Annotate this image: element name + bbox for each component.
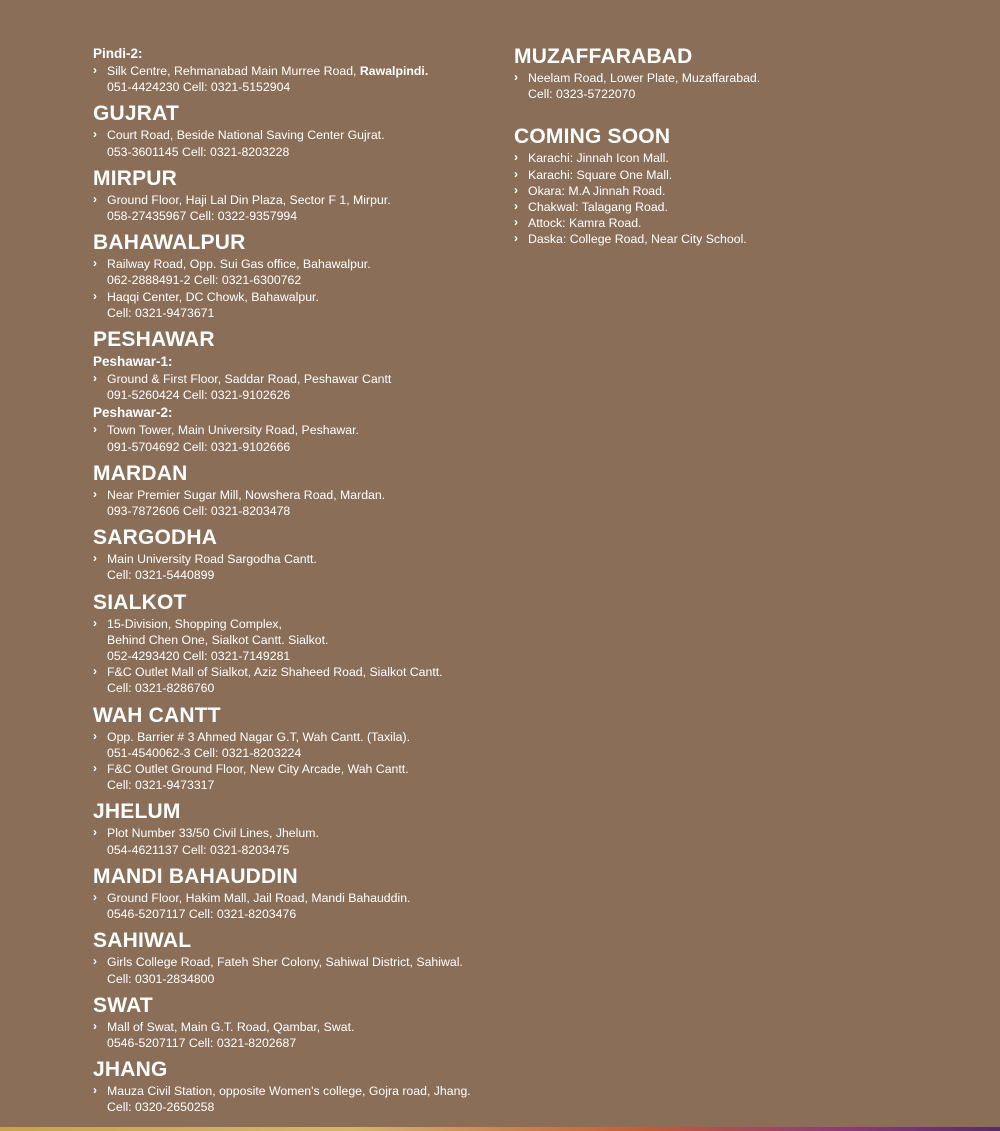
address-entry [514,215,984,231]
right-column [514,44,984,248]
address-text: Railway Road, Opp. Sui Gas office, Bahawalpur. [107,257,371,272]
chevron-right-icon: › [514,215,518,230]
address-entry [514,150,984,166]
address-line [107,777,503,793]
address-line [107,648,503,664]
left-column [93,44,503,1116]
city-heading-wah-cantt: WAH CANTT [93,703,221,727]
city-heading-coming-soon: COMING SOON [514,125,671,149]
chevron-right-icon: › [93,954,97,969]
branch-subheading-peshawar-1: Peshawar-1: [93,354,173,370]
chevron-right-icon: › [93,889,97,904]
address-entry [93,551,503,583]
address-line [107,144,503,160]
address-line [107,761,503,777]
chevron-right-icon: › [514,182,518,197]
address-line [528,70,984,86]
chevron-right-icon: › [514,166,518,181]
city-heading-sahiwal: SAHIWAL [93,929,192,953]
city-heading-jhang: JHANG [93,1058,168,1082]
address-line [107,63,503,79]
address-entry [93,1019,503,1051]
branch-subheading-pindi-2: Pindi-2: [93,46,143,61]
city-heading-sialkot: SIALKOT [93,590,187,614]
address-line [107,127,503,143]
address-entry [93,63,503,95]
address-text: 0546-5207117 Cell: 0321-8202687 [107,1035,297,1050]
address-text: Neelam Road, Lower Plate, Muzaffarabad. [528,71,761,85]
section-gap [514,102,984,118]
city-heading-jhelum: JHELUM [93,800,181,824]
address-text: 051-4540062-3 Cell: 0321-8203224 [107,745,302,760]
chevron-right-icon: › [93,486,97,501]
address-text: 15-Division, Shopping Complex, [107,616,282,631]
address-line [107,256,503,272]
chevron-right-icon: › [93,664,97,679]
address-line [107,890,503,906]
address-entry [93,256,503,288]
address-entry [93,825,503,857]
address-text: Mauza Civil Station, opposite Women's college, Gojra road, Jhang. [107,1084,471,1099]
address-text: Cell: 0320-2650258 [107,1100,215,1115]
address-entry [514,231,984,247]
address-text: Behind Chen One, Sialkot Cantt. Sialkot. [107,632,329,647]
chevron-right-icon: › [93,1018,97,1033]
address-text: Cell: 0323-5722070 [528,87,636,102]
address-line [528,183,984,199]
address-text: Ground & First Floor, Saddar Road, Peshawar Cantt [107,372,392,387]
city-heading-sargodha: SARGODHA [93,526,218,550]
address-text: Town Tower, Main University Road, Peshawar. [107,423,359,438]
address-text: 062-2888491-2 Cell: 0321-6300762 [107,273,302,288]
address-text: Cell: 0321-9473317 [107,778,215,793]
address-entry [514,167,984,183]
address-entry [93,664,503,696]
address-text: 058-27435967 Cell: 0322-9357994 [107,209,298,224]
address-text: 093-7872606 Cell: 0321-8203478 [107,504,291,519]
address-line [107,1019,503,1035]
chevron-right-icon: › [93,371,97,386]
address-text: Daska: College Road, Near City School. [528,232,747,247]
address-line [528,199,984,215]
address-entry [514,199,984,215]
address-line [107,387,503,403]
chevron-right-icon: › [93,63,97,77]
address-text: Attock: Kamra Road. [528,216,642,231]
address-text: 052-4293420 Cell: 0321-7149281 [107,649,291,664]
address-line [107,729,503,745]
address-line [107,1083,503,1099]
address-line [107,971,503,987]
address-line [107,439,503,455]
address-line [107,487,503,503]
chevron-right-icon: › [93,825,97,840]
address-line [528,167,984,183]
address-entry [93,729,503,761]
address-entry [514,183,984,199]
address-line [107,422,503,438]
city-heading-muzaffarabad: MUZAFFARABAD [514,45,693,68]
address-text: Okara: M.A Jinnah Road. [528,183,666,198]
address-line [107,567,503,583]
address-line [107,825,503,841]
address-line [528,215,984,231]
address-line [107,371,503,387]
address-text: 091-5260424 Cell: 0321-9102626 [107,388,291,403]
address-entry [93,890,503,922]
address-text: Karachi: Jinnah Icon Mall. [528,151,669,166]
address-text: Mall of Swat, Main G.T. Road, Qambar, Swat. [107,1019,355,1034]
chevron-right-icon: › [93,288,97,303]
address-text: Karachi: Square One Mall. [528,167,673,182]
address-line [528,86,984,102]
address-text: 051-4424230 Cell: 0321-5152904 [107,80,291,95]
address-entry [93,192,503,224]
address-line [107,906,503,922]
city-heading-mandi-bahauddin: MANDI BAHAUDDIN [93,864,298,888]
city-heading-swat: SWAT [93,993,153,1017]
address-line [107,192,503,208]
city-name-bold: Rawalpindi. [359,64,429,78]
chevron-right-icon: › [514,70,518,84]
address-line [528,231,984,247]
chevron-right-icon: › [93,761,97,776]
chevron-right-icon: › [93,551,97,566]
address-line [107,616,503,632]
bottom-gradient-bar [0,1127,1000,1131]
address-line [107,503,503,519]
address-entry [93,127,503,159]
address-line [107,272,503,288]
address-line [528,150,984,166]
branch-subheading-peshawar-2: Peshawar-2: [93,405,173,421]
address-text: Cell: 0321-8286760 [107,681,215,696]
address-text: Silk Centre, Rehmanabad Main Murree Road, [107,64,360,78]
address-text: 091-5704692 Cell: 0321-9102666 [107,439,291,454]
address-text: F&C Outlet Ground Floor, New City Arcade, Wah Cantt. [107,762,409,777]
address-entry [93,1083,503,1115]
address-entry [93,954,503,986]
address-entry [93,616,503,665]
address-text: F&C Outlet Mall of Sialkot, Aziz Shaheed Road, Sialkot Cantt. [107,665,443,680]
chevron-right-icon: › [514,231,518,246]
address-line [107,305,503,321]
address-line [107,842,503,858]
chevron-right-icon: › [93,1083,97,1098]
address-text: Near Premier Sugar Mill, Nowshera Road, Mardan. [107,487,386,502]
address-entry [514,70,984,102]
chevron-right-icon: › [93,256,97,271]
address-entry [93,422,503,454]
chevron-right-icon: › [93,615,97,630]
address-text: Main University Road Sargodha Cantt. [107,552,317,567]
chevron-right-icon: › [514,150,518,165]
city-heading-bahawalpur: BAHAWALPUR [93,231,246,255]
address-text: Ground Floor, Haji Lal Din Plaza, Sector F 1, Mirpur. [107,192,391,207]
address-line [107,632,503,648]
address-text: Cell: 0321-5440899 [107,568,215,583]
address-text: 054-4621137 Cell: 0321-8203475 [107,842,290,857]
address-text: Ground Floor, Hakim Mall, Jail Road, Mandi Bahauddin. [107,890,411,905]
address-text: Cell: 0301-2834800 [107,971,215,986]
address-line [107,289,503,305]
address-line [107,954,503,970]
city-heading-peshawar: PESHAWAR [93,328,215,352]
chevron-right-icon: › [93,127,97,142]
address-entry [93,371,503,403]
address-text: Court Road, Beside National Saving Center Gujrat. [107,128,385,143]
address-text: Girls College Road, Fateh Sher Colony, Sahiwal District, Sahiwal. [107,955,463,970]
address-text: Plot Number 33/50 Civil Lines, Jhelum. [107,826,319,841]
address-entry [93,487,503,519]
address-line [107,745,503,761]
address-text: 0546-5207117 Cell: 0321-8203476 [107,907,297,922]
address-entry [93,289,503,321]
address-line [107,208,503,224]
address-line [107,680,503,696]
chevron-right-icon: › [93,191,97,206]
address-text: Opp. Barrier # 3 Ahmed Nagar G.T, Wah Cantt. (Taxila). [107,729,410,744]
address-line [107,551,503,567]
city-heading-mirpur: MIRPUR [93,166,178,190]
address-line [107,1035,503,1051]
address-line [107,1099,503,1115]
chevron-right-icon: › [93,422,97,437]
address-text: Chakwal: Talagang Road. [528,200,668,215]
address-line [107,664,503,680]
address-line [107,79,503,95]
address-text: 053-3601145 Cell: 0321-8203228 [107,144,290,159]
address-text: Haqqi Center, DC Chowk, Bahawalpur. [107,289,319,304]
chevron-right-icon: › [93,728,97,743]
address-entry [93,761,503,793]
city-heading-mardan: MARDAN [93,461,188,485]
chevron-right-icon: › [514,199,518,214]
address-text: Cell: 0321-9473671 [107,305,215,320]
city-heading-gujrat: GUJRAT [93,102,179,126]
